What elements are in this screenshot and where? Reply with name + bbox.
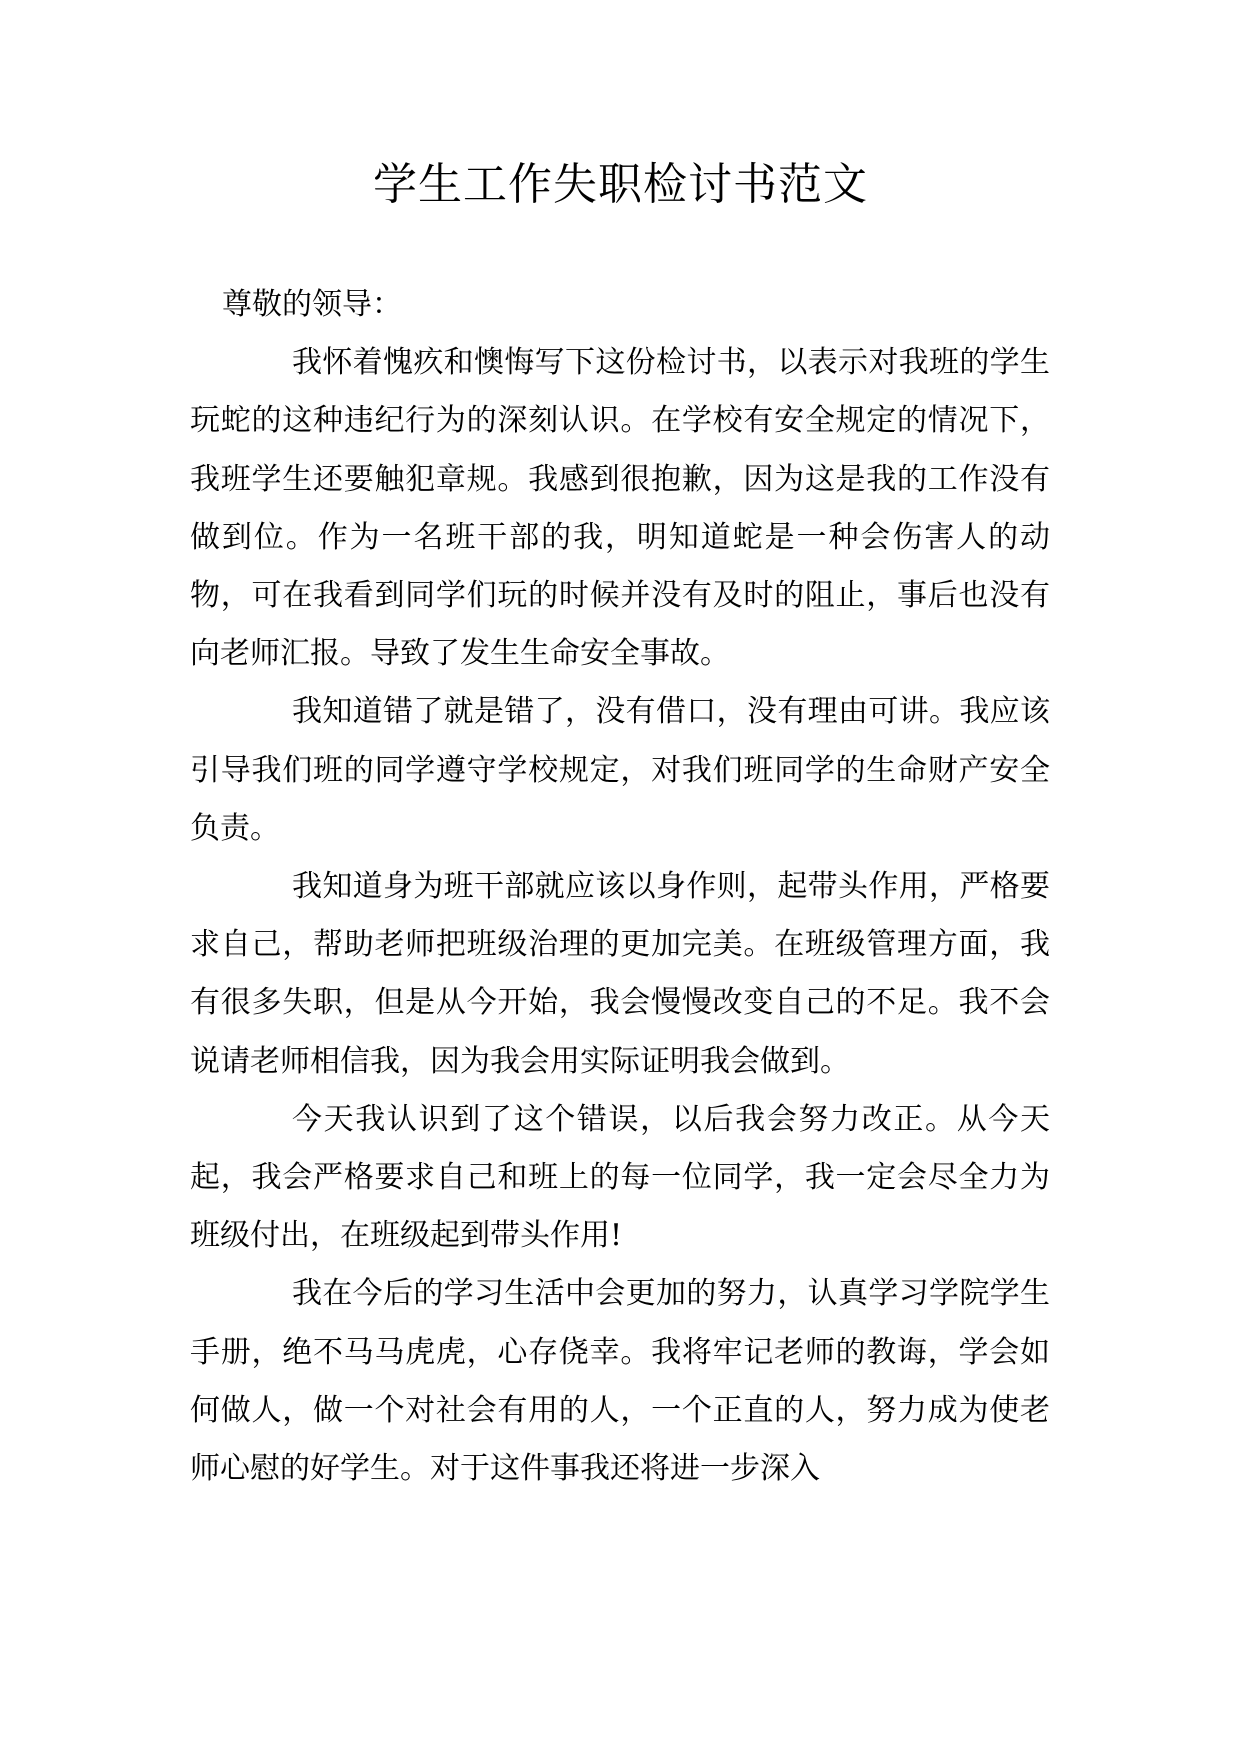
- paragraph-3: 我知道身为班干部就应该以身作则，起带头作用，严格要求自己，帮助老师把班级治理的更加完美。在班级管理方面，我有很多失职，但是从今开始，我会慢慢改变自己的不足。我不会说请老师相信我，因为我会用实际证明我会做到。: [190, 869, 1050, 1079]
- paragraph-5: 我在今后的学习生活中会更加的努力，认真学习学院学生手册，绝不马马虎虎，心存侥幸。我将牢记老师的教诲，学会如何做人，做一个对社会有用的人，一个正直的人，努力成为使老师心慰的好学生。对于这件事我还将进一步深入: [190, 1276, 1050, 1487]
- document-title: 学生工作失职检讨书范文: [373, 159, 868, 210]
- paragraph-2: 我知道错了就是错了，没有借口，没有理由可讲。我应该引导我们班的同学遵守学校规定，对我们班同学的生命财产安全负责。: [190, 694, 1050, 846]
- paragraph-1: 我怀着愧疚和懊悔写下这份检讨书，以表示对我班的学生玩蛇的这种违纪行为的深刻认识。在学校有安全规定的情况下，我班学生还要触犯章规。我感到很抱歉，因为这是我的工作没有做到位。作为一名班干部的我，明知道蛇是一种会伤害人的动物，可在我看到同学们玩的时候并没有及时的阻止，事后也没有向老师汇报。导致了发生生命安全事故。: [190, 345, 1050, 672]
- document-body: [190, 276, 1050, 1498]
- salutation: 尊敬的领导：: [222, 287, 402, 322]
- paragraph-4: 今天我认识到了这个错误，以后我会努力改正。从今天起，我会严格要求自己和班上的每一位同学，我一定会尽全力为班级付出，在班级起到带头作用!: [190, 1101, 1050, 1254]
